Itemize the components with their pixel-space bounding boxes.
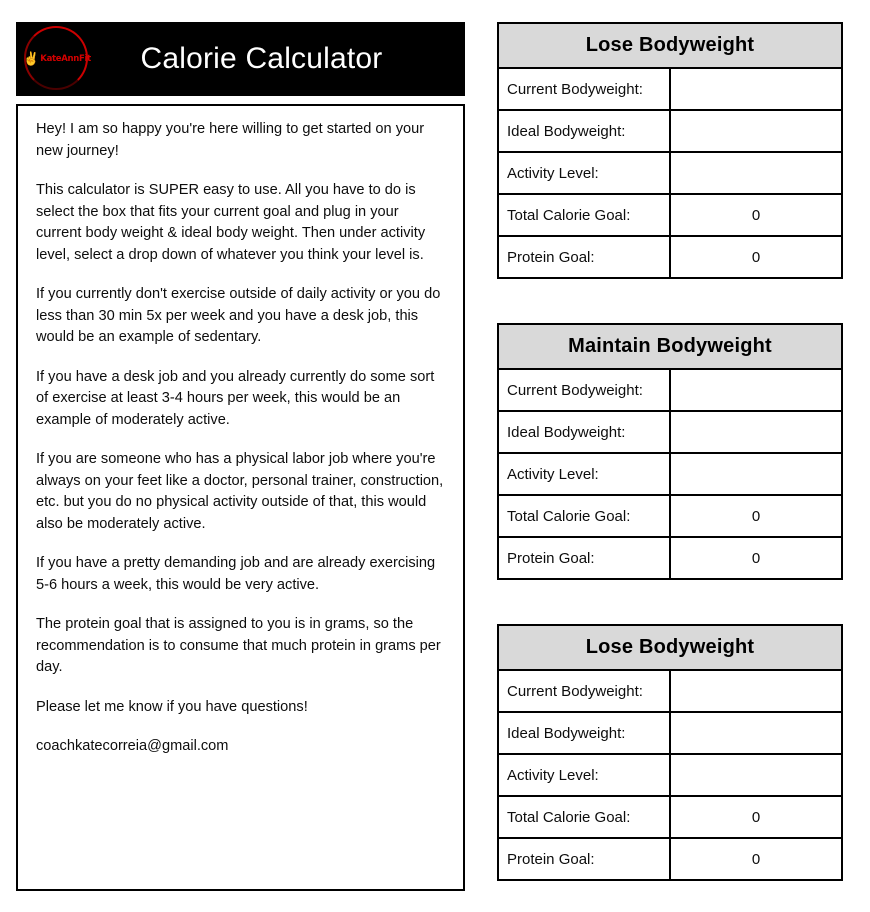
row-label-activity-level: Activity Level: — [498, 152, 670, 194]
row-value-total-calorie-goal: 0 — [670, 796, 842, 838]
row-value-ideal-bodyweight[interactable] — [670, 110, 842, 152]
row-value-ideal-bodyweight[interactable] — [670, 411, 842, 453]
row-value-activity-level[interactable] — [670, 152, 842, 194]
table-row — [498, 495, 842, 537]
row-label-protein-goal: Protein Goal: — [498, 838, 670, 880]
instructions-panel — [16, 104, 465, 891]
contact-email: coachkatecorreia@gmail.com — [36, 738, 229, 754]
row-value-activity-level[interactable] — [670, 453, 842, 495]
maintain-bodyweight-table — [497, 323, 843, 580]
intro-paragraph: If you have a desk job and you already currently do some sort of exercise at least 3-4 hours per week, this would be an example of moderately active. — [36, 368, 435, 428]
peace-hand-icon: ✌ — [23, 50, 40, 66]
table-row — [498, 838, 842, 880]
lose-bodyweight-table-2 — [497, 624, 843, 881]
intro-paragraph: Hey! I am so happy you're here willing to get started on your new journey! — [36, 121, 425, 159]
table-row — [498, 537, 842, 579]
left-panel — [16, 22, 465, 891]
row-value-current-bodyweight[interactable] — [670, 68, 842, 110]
page-title: Calorie Calculator — [140, 42, 383, 75]
row-value-ideal-bodyweight[interactable] — [670, 712, 842, 754]
intro-paragraph: This calculator is SUPER easy to use. All you have to do is select the box that fits your current goal and plug in your current body weight & ideal body weight. Then under activity level, select a drop down of whatever you think your level is. — [36, 182, 426, 263]
row-value-protein-goal: 0 — [670, 537, 842, 579]
row-label-total-calorie-goal: Total Calorie Goal: — [498, 495, 670, 537]
table-header-row — [498, 625, 842, 670]
title-bar — [16, 22, 465, 96]
table-title: Lose Bodyweight — [498, 625, 842, 670]
table-row — [498, 68, 842, 110]
row-value-total-calorie-goal: 0 — [670, 495, 842, 537]
row-value-total-calorie-goal: 0 — [670, 194, 842, 236]
row-value-current-bodyweight[interactable] — [670, 670, 842, 712]
table-title: Lose Bodyweight — [498, 23, 842, 68]
table-row — [498, 110, 842, 152]
logo-content — [16, 22, 98, 96]
table-row — [498, 754, 842, 796]
intro-paragraph: If you are someone who has a physical labor job where you're always on your feet like a doctor, personal trainer, construction, etc. but you do no physical activity outside of that, this would also be moderately active. — [36, 451, 444, 532]
table-row — [498, 369, 842, 411]
table-row — [498, 712, 842, 754]
intro-paragraph: If you currently don't exercise outside of daily activity or you do less than 30 min 5x per week and you have a desk job, this would be an example of sedentary. — [36, 286, 441, 345]
intro-paragraph: The protein goal that is assigned to you is in grams, so the recommendation is to consume that much protein in grams per day. — [36, 616, 441, 675]
table-row — [498, 411, 842, 453]
row-value-current-bodyweight[interactable] — [670, 369, 842, 411]
table-row — [498, 796, 842, 838]
brand-name: KateAnnFit — [40, 54, 91, 64]
row-label-protein-goal: Protein Goal: — [498, 537, 670, 579]
brand-logo — [16, 22, 98, 96]
table-header-row — [498, 324, 842, 369]
row-label-activity-level: Activity Level: — [498, 754, 670, 796]
row-label-ideal-bodyweight: Ideal Bodyweight: — [498, 110, 670, 152]
table-row — [498, 236, 842, 278]
intro-paragraph: Please let me know if you have questions! — [36, 698, 308, 715]
row-label-current-bodyweight: Current Bodyweight: — [498, 68, 670, 110]
lose-bodyweight-table-1 — [497, 22, 843, 279]
row-value-activity-level[interactable] — [670, 754, 842, 796]
table-title: Maintain Bodyweight — [498, 324, 842, 369]
row-label-current-bodyweight: Current Bodyweight: — [498, 670, 670, 712]
row-label-ideal-bodyweight: Ideal Bodyweight: — [498, 712, 670, 754]
row-label-current-bodyweight: Current Bodyweight: — [498, 369, 670, 411]
table-header-row — [498, 23, 842, 68]
intro-paragraph: If you have a pretty demanding job and are already exercising 5-6 hours a week, this would be very active. — [36, 555, 436, 593]
row-value-protein-goal: 0 — [670, 838, 842, 880]
table-row — [498, 152, 842, 194]
table-row — [498, 670, 842, 712]
row-value-protein-goal: 0 — [670, 236, 842, 278]
table-row — [498, 194, 842, 236]
row-label-total-calorie-goal: Total Calorie Goal: — [498, 796, 670, 838]
calculator-panels — [497, 22, 843, 881]
row-label-activity-level: Activity Level: — [498, 453, 670, 495]
row-label-ideal-bodyweight: Ideal Bodyweight: — [498, 411, 670, 453]
table-row — [498, 453, 842, 495]
row-label-protein-goal: Protein Goal: — [498, 236, 670, 278]
row-label-total-calorie-goal: Total Calorie Goal: — [498, 194, 670, 236]
